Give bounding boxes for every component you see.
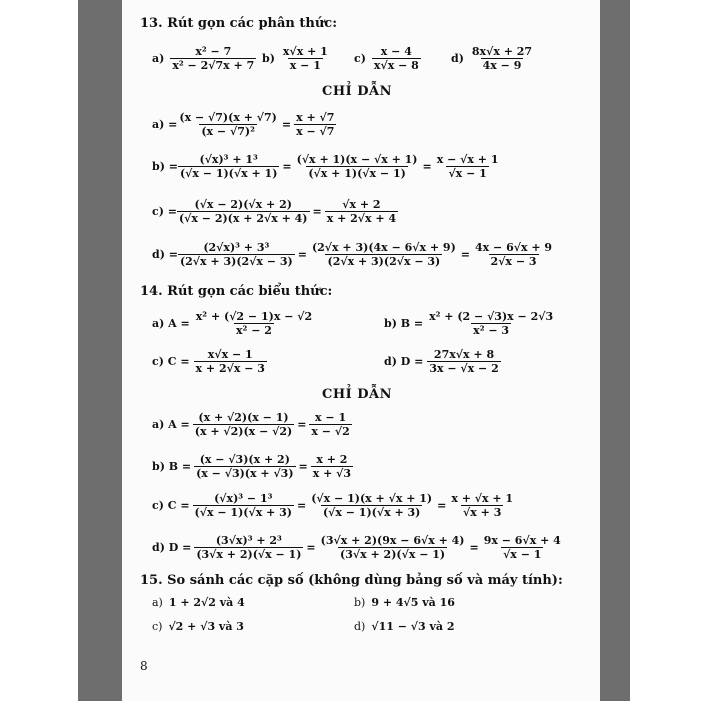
q14-item-d xyxy=(384,348,501,375)
q14-item-b xyxy=(384,310,555,337)
solution-label: d) D = xyxy=(152,541,192,554)
denominator: 4x − 9 xyxy=(482,59,522,72)
fraction xyxy=(194,534,303,561)
numerator: (x + √2)(x − 1) xyxy=(198,411,289,424)
fraction xyxy=(473,241,554,268)
q13-solution-a xyxy=(152,111,336,138)
item-label: d) xyxy=(451,52,464,65)
left-scan-border xyxy=(78,0,122,701)
q14-solution-a xyxy=(152,411,352,438)
numerator: (3√x + 2)(9x − 6√x + 4) xyxy=(320,534,465,547)
numerator: x − 1 xyxy=(315,411,347,424)
item-label: d) D = xyxy=(384,355,424,368)
q13-guide-title: CHỈ DẪN xyxy=(322,84,392,99)
numerator: (√x)³ + 1³ xyxy=(199,153,258,166)
item-label: b) xyxy=(354,596,366,609)
fraction xyxy=(178,153,279,180)
q15-item-b xyxy=(354,596,455,609)
item-label: c) xyxy=(152,620,163,633)
fraction xyxy=(295,153,420,180)
numerator: x + 2 xyxy=(316,453,348,466)
solution-label: d) = xyxy=(152,248,178,261)
fraction xyxy=(193,492,294,519)
denominator: x² − 3 xyxy=(473,324,510,337)
denominator: 3x − √x − 2 xyxy=(429,362,499,375)
numerator: (2√x)³ + 3³ xyxy=(203,241,270,254)
fraction xyxy=(177,111,278,138)
numerator: (√x)³ − 1³ xyxy=(214,492,273,505)
numerator: 8x√x + 27 xyxy=(471,45,533,58)
solution-label: a) A = xyxy=(152,418,190,431)
q13-item-b xyxy=(262,45,330,72)
q15-item-a xyxy=(152,596,245,609)
fraction xyxy=(193,411,294,438)
numerator: x − √x + 1 xyxy=(436,153,499,166)
item-label: c) xyxy=(354,52,366,65)
denominator: (x − √7)² xyxy=(201,125,255,138)
numerator: (√x + 1)(x − √x + 1) xyxy=(296,153,418,166)
denominator: x − √7 xyxy=(296,125,335,138)
fraction xyxy=(311,453,353,480)
solution-label: c) = xyxy=(152,205,177,218)
denominator: √x + 3 xyxy=(463,506,502,519)
fraction xyxy=(177,198,310,225)
q13-solution-d xyxy=(152,241,554,268)
solution-label: a) = xyxy=(152,118,178,131)
q15-item-c xyxy=(152,620,244,633)
denominator: (√x + 1)(√x − 1) xyxy=(308,167,406,180)
solution-label: b) = xyxy=(152,160,178,173)
equals-sign: = xyxy=(297,499,307,512)
numerator: 4x − 6√x + 9 xyxy=(475,241,553,254)
page-number: 8 xyxy=(140,659,148,673)
q14-heading: 14. Rút gọn các biểu thức: xyxy=(140,284,333,299)
equals-sign: = xyxy=(469,541,479,554)
numerator: x + √7 xyxy=(296,111,335,124)
right-scan-border xyxy=(600,0,630,701)
equals-sign: = xyxy=(306,541,316,554)
solution-label: c) C = xyxy=(152,499,190,512)
fraction xyxy=(325,198,398,225)
denominator: x + √3 xyxy=(312,467,352,480)
item-label: a) xyxy=(152,596,163,609)
fraction xyxy=(427,348,500,375)
denominator: x − 1 xyxy=(289,59,321,72)
item-label: c) C = xyxy=(152,355,190,368)
item-text: 1 + 2√2 và 4 xyxy=(168,596,245,609)
denominator: x² − 2√7x + 7 xyxy=(172,59,255,72)
fraction xyxy=(309,411,351,438)
fraction xyxy=(194,348,267,375)
equals-sign: = xyxy=(312,205,322,218)
q15-heading: 15. So sánh các cặp số (không dùng bảng số và máy tính): xyxy=(140,573,563,588)
denominator: x + 2√x − 3 xyxy=(195,362,265,375)
fraction xyxy=(435,153,501,180)
item-text: √11 − √3 và 2 xyxy=(371,620,455,633)
equals-sign: = xyxy=(422,160,432,173)
q15-item-d xyxy=(354,620,454,633)
denominator: (2√x + 3)(2√x − 3) xyxy=(179,255,293,268)
fraction xyxy=(427,310,555,337)
item-label: a) xyxy=(152,52,165,65)
numerator: (x − √7)(x + √7) xyxy=(179,111,277,124)
fraction xyxy=(194,310,314,337)
equals-sign: = xyxy=(437,499,447,512)
numerator: (2√x + 3)(4x − 6√x + 9) xyxy=(311,241,456,254)
numerator: x + √x + 1 xyxy=(451,492,514,505)
numerator: x√x + 1 xyxy=(282,45,328,58)
fraction xyxy=(449,492,515,519)
denominator: x√x − 8 xyxy=(373,59,419,72)
denominator: (3√x + 2)(√x − 1) xyxy=(340,548,446,561)
q14-solution-d xyxy=(152,534,563,561)
q13-item-d xyxy=(451,45,534,72)
denominator: (√x − 2)(x + 2√x + 4) xyxy=(178,212,308,225)
denominator: (x − √3)(x + √3) xyxy=(196,467,294,480)
fraction xyxy=(294,111,336,138)
fraction xyxy=(372,45,421,72)
solution-label: b) B = xyxy=(152,460,192,473)
fraction xyxy=(178,241,295,268)
denominator: (x + √2)(x − √2) xyxy=(194,425,293,438)
equals-sign: = xyxy=(281,118,292,131)
equals-sign: = xyxy=(297,418,307,431)
q13-solution-c xyxy=(152,198,398,225)
item-label: b) xyxy=(262,52,275,65)
fraction xyxy=(319,534,467,561)
numerator: x² + (√2 − 1)x − √2 xyxy=(195,310,313,323)
denominator: x − √2 xyxy=(311,425,350,438)
item-text: √2 + √3 và 3 xyxy=(168,620,244,633)
numerator: (√x − 1)(x + √x + 1) xyxy=(311,492,433,505)
q14-solution-c xyxy=(152,492,515,519)
denominator: (√x − 1)(√x + 3) xyxy=(322,506,421,519)
numerator: x − 4 xyxy=(380,45,412,58)
numerator: √x + 2 xyxy=(342,198,381,211)
q13-item-c xyxy=(354,45,421,72)
item-label: b) B = xyxy=(384,317,424,330)
q14-item-a xyxy=(152,310,314,337)
q13-item-a xyxy=(152,45,256,72)
denominator: (2√x + 3)(2√x − 3) xyxy=(327,255,441,268)
equals-sign: = xyxy=(282,160,292,173)
equals-sign: = xyxy=(460,248,471,261)
denominator: (3√x + 2)(√x − 1) xyxy=(196,548,302,561)
q14-guide-title: CHỈ DẪN xyxy=(322,387,392,402)
numerator: (3√x)³ + 2³ xyxy=(215,534,282,547)
numerator: (x − √3)(x + 2) xyxy=(199,453,290,466)
item-label: a) A = xyxy=(152,317,190,330)
fraction xyxy=(281,45,330,72)
numerator: 27x√x + 8 xyxy=(433,348,495,361)
denominator: √x − 1 xyxy=(448,167,487,180)
equals-sign: = xyxy=(297,248,307,261)
numerator: 9x − 6√x + 4 xyxy=(483,534,561,547)
item-text: 9 + 4√5 và 16 xyxy=(371,596,455,609)
numerator: x² − 7 xyxy=(195,45,232,58)
q14-solution-b xyxy=(152,453,353,480)
numerator: x² + (2 − √3)x − 2√3 xyxy=(429,310,554,323)
q13-heading: 13. Rút gọn các phân thức: xyxy=(140,16,338,31)
q14-item-c xyxy=(152,348,267,375)
numerator: (√x − 2)(√x + 2) xyxy=(194,198,292,211)
numerator: x√x − 1 xyxy=(207,348,253,361)
denominator: 2√x − 3 xyxy=(490,255,537,268)
fraction xyxy=(170,45,256,72)
equals-sign: = xyxy=(298,460,308,473)
fraction xyxy=(482,534,563,561)
item-label: d) xyxy=(354,620,366,633)
denominator: √x − 1 xyxy=(503,548,542,561)
fraction xyxy=(309,492,434,519)
fraction xyxy=(470,45,534,72)
denominator: (√x − 1)(√x + 1) xyxy=(179,167,278,180)
fraction xyxy=(310,241,458,268)
denominator: (√x − 1)(√x + 3) xyxy=(194,506,292,519)
denominator: x + 2√x + 4 xyxy=(326,212,397,225)
denominator: x² − 2 xyxy=(236,324,272,337)
q13-solution-b xyxy=(152,153,501,180)
fraction xyxy=(194,453,295,480)
